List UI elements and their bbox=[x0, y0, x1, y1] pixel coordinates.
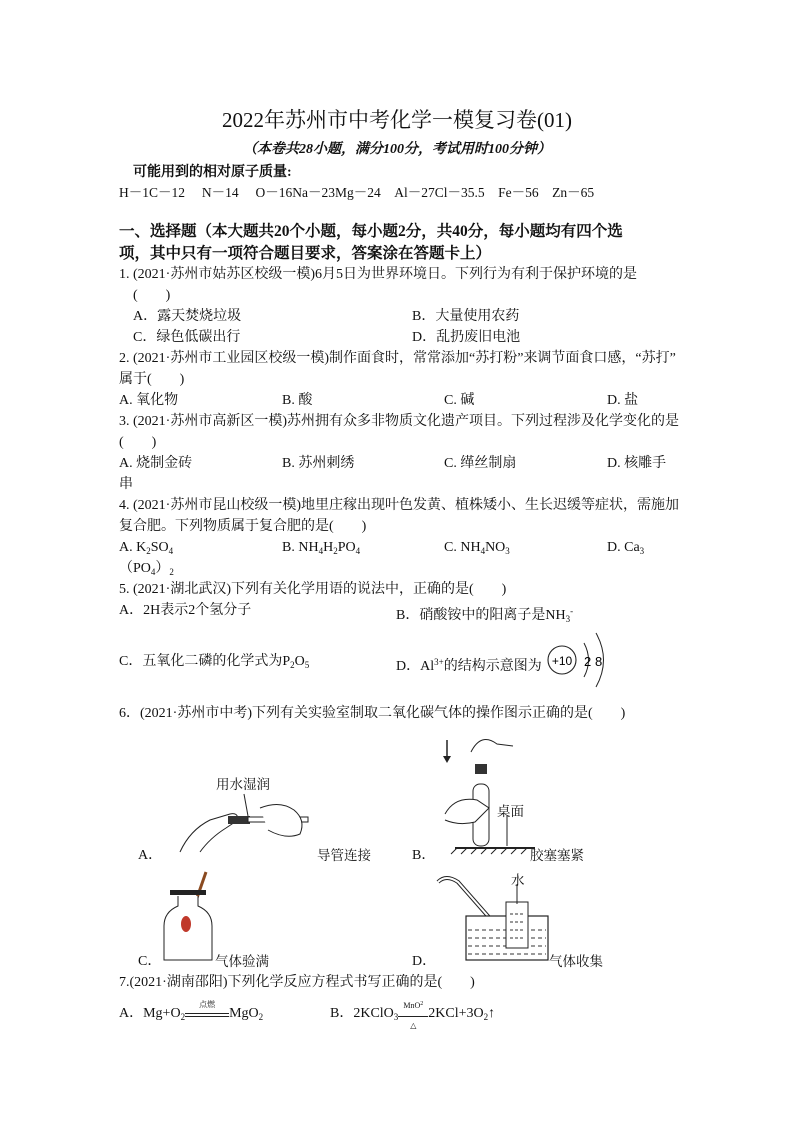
condition-ignite: 点燃 bbox=[199, 1000, 216, 1009]
page-title: 2022年苏州市中考化学一模复习卷(01) bbox=[222, 108, 572, 132]
atomic-mass-heading: 可能用到的相对原子质量: bbox=[133, 165, 292, 180]
q6-c-label: 气体验满 bbox=[215, 954, 269, 969]
gas-check-figure bbox=[160, 870, 220, 965]
q7-stem: 7.(2021·湖南邵阳)下列化学反应方程式书写正确的是( ) bbox=[119, 975, 475, 990]
q1-stem: 1. (2021·苏州市姑苏区校级一模)6月5日为世界环境日。下列行为有利于保护环境的是 bbox=[119, 267, 637, 282]
rubber-tube bbox=[228, 816, 250, 824]
q4-option-d: D. $Ca_3$ bbox=[607, 540, 645, 556]
q3-option-b: B. 苏州刺绣 bbox=[282, 456, 355, 471]
q1-answer-paren: ( ) bbox=[133, 288, 171, 303]
q6-d-label-collect: 气体收集 bbox=[549, 954, 603, 969]
q3-option-a: A. 烧制金砖 bbox=[119, 456, 193, 471]
exam-info: （本卷共28小题，满分100分，考试用时100分钟） bbox=[243, 142, 551, 157]
q6-option-c: C． bbox=[138, 954, 162, 969]
label-pointer bbox=[244, 794, 248, 816]
q6-option-b: B． bbox=[412, 848, 436, 863]
q3-stem-cont: ( ) bbox=[119, 435, 157, 450]
q1-option-b: B．大量使用农药 bbox=[412, 309, 520, 324]
q2-option-a: A. 氧化物 bbox=[119, 393, 179, 408]
collecting-bottle bbox=[506, 902, 528, 948]
shell-1-count: 2 bbox=[584, 654, 592, 669]
q4-stem: 4. (2021·苏州市昆山校级一模)地里庄稼出现叶色发黄、植株矮小、生长迟缓等症状，需施加 bbox=[119, 498, 679, 513]
atomic-mass-values: H－1C－12 N－14 O－16Na－23Mg－24 Al－27Cl－35.5 Fe－56 Zn－65 bbox=[119, 185, 595, 200]
section-heading-line1: 一、选择题（本大题共20个小题，每小题2分，共40分，每小题均有四个选 bbox=[119, 223, 623, 240]
q4-stem-cont: 复合肥。下列物质属于复合肥的是( ) bbox=[119, 519, 367, 534]
q6-b-label-stopper: 胶塞塞紧 bbox=[530, 848, 584, 863]
q5-option-d: D．$Al^{3+}$的结构示意图为 bbox=[396, 657, 542, 674]
q4-option-d-cont: $(PO_4)_2$ bbox=[119, 561, 174, 577]
al-ion-structure-diagram bbox=[541, 627, 611, 697]
q1-option-d: D．乱扔废旧电池 bbox=[412, 330, 521, 345]
q2-option-d: D. 盐 bbox=[607, 393, 639, 408]
q6-a-label-wet: 用水湿润 bbox=[216, 777, 270, 792]
condition-catalyst: MnO$^2$ bbox=[403, 1001, 424, 1010]
hand-holding-stopper bbox=[471, 740, 513, 753]
q7-option-b: B．2KClO$_3$ MnO$^2$ △ $2KCl+3O_2↑$ bbox=[330, 1005, 495, 1026]
q6-d-label-water: 水 bbox=[511, 873, 525, 888]
q4-option-c: C. $NH_4NO_3$ bbox=[444, 540, 510, 556]
arrow-head bbox=[443, 756, 451, 763]
flame-icon bbox=[181, 916, 191, 932]
stopper-figure bbox=[435, 730, 535, 860]
q4-option-b: B. $NH_4H_2PO_4$ bbox=[282, 540, 361, 556]
shell-2-count: 8 bbox=[595, 654, 603, 669]
q3-option-c: C. 缂丝制扇 bbox=[444, 456, 517, 471]
q4-option-a: A. $K_2SO_4$ bbox=[119, 540, 174, 556]
gas-collection-figure bbox=[436, 874, 551, 964]
q3-option-d: D. 核雕手 bbox=[607, 456, 667, 471]
section-heading-line2: 项，其中只有一项符合题目要求，答案涂在答题卡上） bbox=[119, 245, 492, 262]
right-hand-icon bbox=[260, 804, 302, 836]
q6-a-label-connect: 导管连接 bbox=[317, 848, 371, 863]
q6-option-a: A． bbox=[138, 848, 163, 863]
q6-b-label-desk: 桌面 bbox=[497, 804, 524, 819]
q3-stem: 3. (2021·苏州市高新区一模)苏州拥有众多非物质文化遗产项目。下列过程涉及化学变化的是 bbox=[119, 414, 679, 429]
nucleus-charge: +10 bbox=[551, 654, 573, 668]
q1-option-a: A．露天焚烧垃圾 bbox=[133, 309, 242, 324]
q5-stem: 5. (2021·湖北武汉)下列有关化学用语的说法中，正确的是( ) bbox=[119, 582, 507, 597]
q7-option-a: A．$Mg+O_2$ 点燃 MgO$_2$ bbox=[119, 1005, 263, 1026]
q6-stem: 6．(2021·苏州市中考)下列有关实验室制取二氧化碳气体的操作图示正确的是( ) bbox=[119, 706, 626, 721]
q1-option-c: C．绿色低碳出行 bbox=[133, 330, 241, 345]
q5-option-a: A．2H表示2个氢分子 bbox=[119, 603, 252, 618]
q2-stem: 2. (2021·苏州市工业园区校级一模)制作面食时，常常添加“苏打粉”来调节面食口感，“苏打” bbox=[119, 351, 676, 366]
q2-stem-cont: 属于( ) bbox=[119, 372, 185, 387]
q2-option-b: B. 酸 bbox=[282, 393, 313, 408]
tube-connection-figure bbox=[160, 790, 320, 860]
condition-heat: △ bbox=[410, 1021, 417, 1030]
q5-option-c: C．五氧化二磷的化学式为$P_2O_5$ bbox=[119, 654, 310, 670]
q6-option-d: D． bbox=[412, 954, 437, 969]
glass-plate bbox=[170, 890, 206, 895]
rubber-stopper bbox=[475, 764, 487, 774]
q5-option-b: B．硝酸铵中的阳离子是$NH_3^-$ bbox=[396, 606, 574, 624]
q2-option-c: C. 碱 bbox=[444, 393, 475, 408]
q3-option-d-cont: 串 bbox=[119, 477, 133, 492]
